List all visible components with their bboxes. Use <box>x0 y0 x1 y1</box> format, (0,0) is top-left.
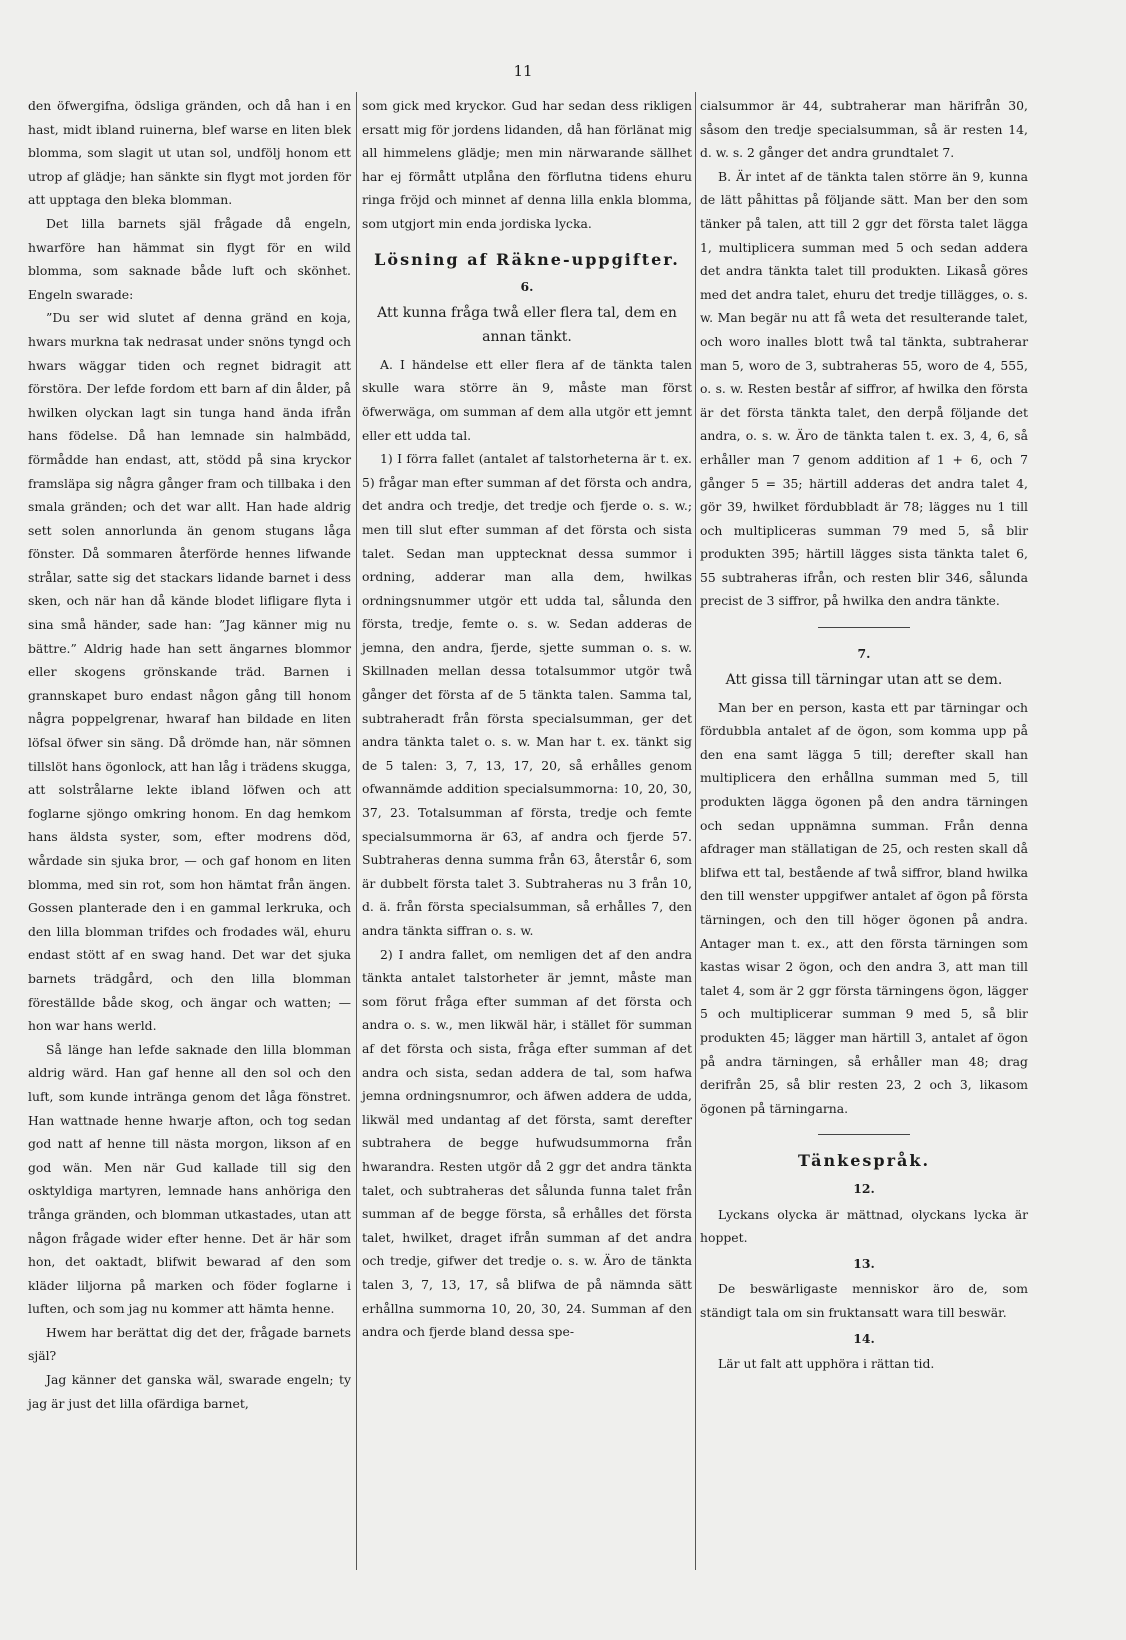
divider-rule <box>818 1134 910 1135</box>
maxim-number: 12. <box>853 1180 875 1196</box>
story-paragraph: den öfwergifna, ödsliga gränden, och då han i en hast, midt ibland ruinerna, blef warse en liten blek blomma, som slagit ut utan sol, undfölj honom ett utrop af glädje; han sänkte sin flygt mot jorden för att upptaga den bleka blomman. <box>28 98 351 208</box>
divider-rule <box>818 627 910 628</box>
page-number: 11 <box>513 62 533 80</box>
story-paragraph: Så länge han lefde saknade den lilla blomman aldrig wärd. Han gaf henne all den sol och den luft, som kunde intränga genom det låga fönstret. Han wattnade henne hwarje afton, och tog sedan god natt af henne till nästa morgon, likson af en god wän. Men när Gud kallade till sig den osktyldiga martyren, lemnade hans anhöriga den trånga gränden, och blomman utkastades, utan att någon frågade wider efter henne. Det är här som hon, det oaktadt, blifwit bewarad af den som kläder liljorna på marken och föder foglarne i luften, och som jag nu kommer att hämta henne. <box>28 1041 351 1317</box>
solution-paragraph: Man ber en person, kasta ett par tärningar och fördubbla antalet af de ögon, som komma upp på den ena samt lägga 5 till; derefter skall han multiplicera den erhållna summan med 5, till produkten lägga ögonen på den andra tärningen och sedan uppnämna summan. Från denna afdrager man ställatigan de 25, och resten skall då blifwa ett tal, bestående af twå siffror, bland hwilka den till wenster uppgifwer antalet af ögon på första tärningen, och den till höger ögonen på andra. Antager man t. ex., att den första tärningen som kastas wisar 2 ögon, och den andra 3, att man till talet 4, som är 2 ggr första tärningens ögon, lägger 5 och multiplicerar summan 9 med 5, så blir produkten 45; lägger man härtill 3, antalet af ögon på andra tärningen, så erhåller man 48; drag derifrån 25, så blir resten 23, 2 och 3, likasom ögonen på tärningarna. <box>700 699 1028 1116</box>
story-paragraph: Jag känner det ganska wäl, swarade engeln; ty jag är just det lilla ofärdiga barnet, <box>28 1372 351 1411</box>
problem-title: Att gissa till tärningar utan att se dem. <box>725 671 1003 688</box>
maxim-text: Lyckans olycka är mättnad, olyckans lycka är hoppet. <box>700 1206 1028 1246</box>
section-heading-solutions: Lösning af Räkne-uppgifter. <box>374 249 680 269</box>
maxim-text: Lär ut falt att upphöra i rättan tid. <box>718 1356 935 1372</box>
column-3 <box>700 94 1028 1376</box>
solution-paragraph: B. Är intet af de tänkta talen större än 9, kunna de lätt påhittas på följande sätt. Man ber den som tänker på talen, att till 2 ggr det första talet lägga 1, multiplicera summan med 5 och sedan addera det andra tänkta talet till produkten. Likaså göres med det andra talet, ehuru det tredje tillägges, o. s. w. Man begär nu att få weta det resulterande talet, och woro inalles blott twå tal tänkta, subtraherar man 5, woro de 3, subtraheras 55, woro de 4, 555, o. s. w. Resten består af siffror, af hwilka den första är det första tänkta talet, den derpå följande det andra, o. s. w. Äro de tänkta talen t. ex. 3, 4, 6, så erhåller man 7 genom addition af 1 + 6, och 7 gånger 5 = 35; härtill adderas det andra talet 4, gör 39, hwilket fördubbladt är 78; lägges nu 1 till och multipliceras summan 79 med 5, så blir produkten 395; härtill lägges sista tänkta talet 6, 55 subtraheras ifrån, och resten blir 346, sålunda precist de 3 siffror, på hwilka den andra tänkte. <box>700 168 1028 609</box>
problem-title: Att kunna fråga twå eller flera tal, dem en annan tänkt. <box>377 304 677 345</box>
solution-paragraph: A. I händelse ett eller flera af de tänkta talen skulle wara större än 9, måste man först öfwerwäga, om summan af dem alla utgör ett jemnt eller ett udda tal. <box>362 356 692 443</box>
maxim-number: 13. <box>853 1255 875 1271</box>
story-continuation: som gick med kryckor. Gud har sedan dess rikligen ersatt mig för jordens lidanden, då han förlänat mig all himmelens glädje; men min närwarande sällhet har ej förmått utplåna den förflutna tidens ehuru ringa fröjd och minnet af denna lilla enkla blomma, som utgjort min enda jordiska lycka. <box>362 98 692 231</box>
maxim-number: 14. <box>853 1330 875 1346</box>
story-paragraph: Det lilla barnets själ frågade då engeln, hwarföre han hämmat sin flygt för en wild blomma, som saknade både luft och skönhet. Engeln swarade: <box>28 215 351 302</box>
story-paragraph: Hwem har berättat dig det der, frågade barnets själ? <box>28 1324 351 1364</box>
problem-number: 7. <box>857 646 871 662</box>
maxim-text: De beswärligaste menniskor äro de, som ständigt tala om sin fruktansatt wara till beswär. <box>700 1281 1028 1320</box>
solution-paragraph: cialsummor är 44, subtraherar man härifrån 30, såsom den tredje specialsumman, så är resten 14, d. w. s. 2 gånger det andra grundtalet 7. <box>700 98 1028 161</box>
column-1 <box>28 94 351 1415</box>
story-paragraph: ”Du ser wid slutet af denna gränd en koja, hwars murkna tak nedrasat under snöns tyngd och hwars wäggar tiden och regnet bidragit att förstöra. Der lefde fordom ett barn af din ålder, på hwilken olyckan lagt sin tunga hand ända ifrån hans födelse. Då han lemnade sin halmbädd, förmådde han endast, att, stödd på sina kryckor framsläpa sig några gånger fram och tillbaka i den smala gränden; och det war allt. Han hade aldrig sett solen annorlunda än genom stugans låga fönster. Då sommaren återförde hennes lifwande strålar, satte sig det stackars lidande barnet i dess sken, och när han då kände blodet lifligare flyta i sina små händer, sade han: ”Jag känner mig nu bättre.” Aldrig hade han sett ängarnes blommor eller skogens grönskande träd. Barnen i grannskapet buro endast någon gång till honom några poppelgrenar, hwaraf han bildade en liten löfsal öfwer sin säng. Då drömde han, när sömnen tillslöt hans ögonlock, att han låg i trädens skugga, att solstrålarne lekte ibland löfwen och att foglarne sjöngo omkring honom. En dag hemkom hans äldsta syster, som, efter modrens död, wårdade sin sjuka bror, — och gaf honom en liten blomma, med sin rot, som hon hämtat från ängen. Gossen planterade den i en gammal lerkruka, och den lilla blomman trifdes och frodades wäl, ehuru endast stött af en swag hand. Det war det sjuka barnets trädgård, och den lilla blomman föreställde både skog, och ängar och watten; — hon war hans werld. <box>28 310 351 1034</box>
column-divider-left <box>356 92 357 1570</box>
section-heading-maxims: Tänkespråk. <box>797 1151 931 1171</box>
column-divider-right <box>695 92 696 1570</box>
problem-number: 6. <box>520 279 534 295</box>
column-2 <box>362 94 692 1344</box>
solution-paragraph: 1) I förra fallet (antalet af talstorheterna är t. ex. 5) frågar man efter summan af det första och andra, det andra och tredje, det tredje och fjerde o. s. w.; men till slut efter summan af det första och sista talet. Sedan man upptecknat dessa summor i ordning, adderar man alla dem, hwilkas ordningsnummer utgör ett udda tal, sålunda den första, tredje, femte o. s. w. Sedan adderas de jemna, den andra, fjerde, sjette summan o. s. w. Skillnaden mellan dessa totalsummor utgör twå gånger det första af de 5 tänkta talen. Samma tal, subtraheradt från första specialsumman, ger det andra tänkta talet o. s. w. Man har t. ex. tänkt sig de 5 talen: 3, 7, 13, 17, 20, så erhålles genom ofwannämde addition specialsummorna: 10, 20, 30, 37, 23. Totalsumman af första, tredje och femte specialsummorna är 63, af andra och fjerde 57. Subtraheras denna summa från 63, återstår 6, som är dubbelt första talet 3. Subtraheras nu 3 från 10, d. ä. från första specialsumman, så erhålles 7, den andra tänkta siffran o. s. w. <box>362 451 692 938</box>
solution-paragraph: 2) I andra fallet, om nemligen det af den andra tänkta antalet talstorheter är jemnt, måste man som förut fråga efter summan af det första och andra o. s. w., men likwäl här, i stället för summan af det första och sista, fråga efter summan af det andra och sista, sedan addera de tal, som hafwa jemna ordningsnumror, och äfwen addera de udda, likwäl med undantag af det första, samt derefter subtrahera de begge hufwudsummorna från hwarandra. Resten utgör då 2 ggr det andra tänkta talet, och subtraheras det sålunda funna talet från summan af de begge första, så erhålles det första talet, hwilket, draget ifrån summan af det andra och tredje, gifwer det tredje o. s. w. Äro de tänkta talen 3, 7, 13, 17, så blifwa de på nämnda sätt erhållna summorna 10, 20, 30, 24. Summan af den andra och fjerde bland dessa spe- <box>362 946 692 1340</box>
